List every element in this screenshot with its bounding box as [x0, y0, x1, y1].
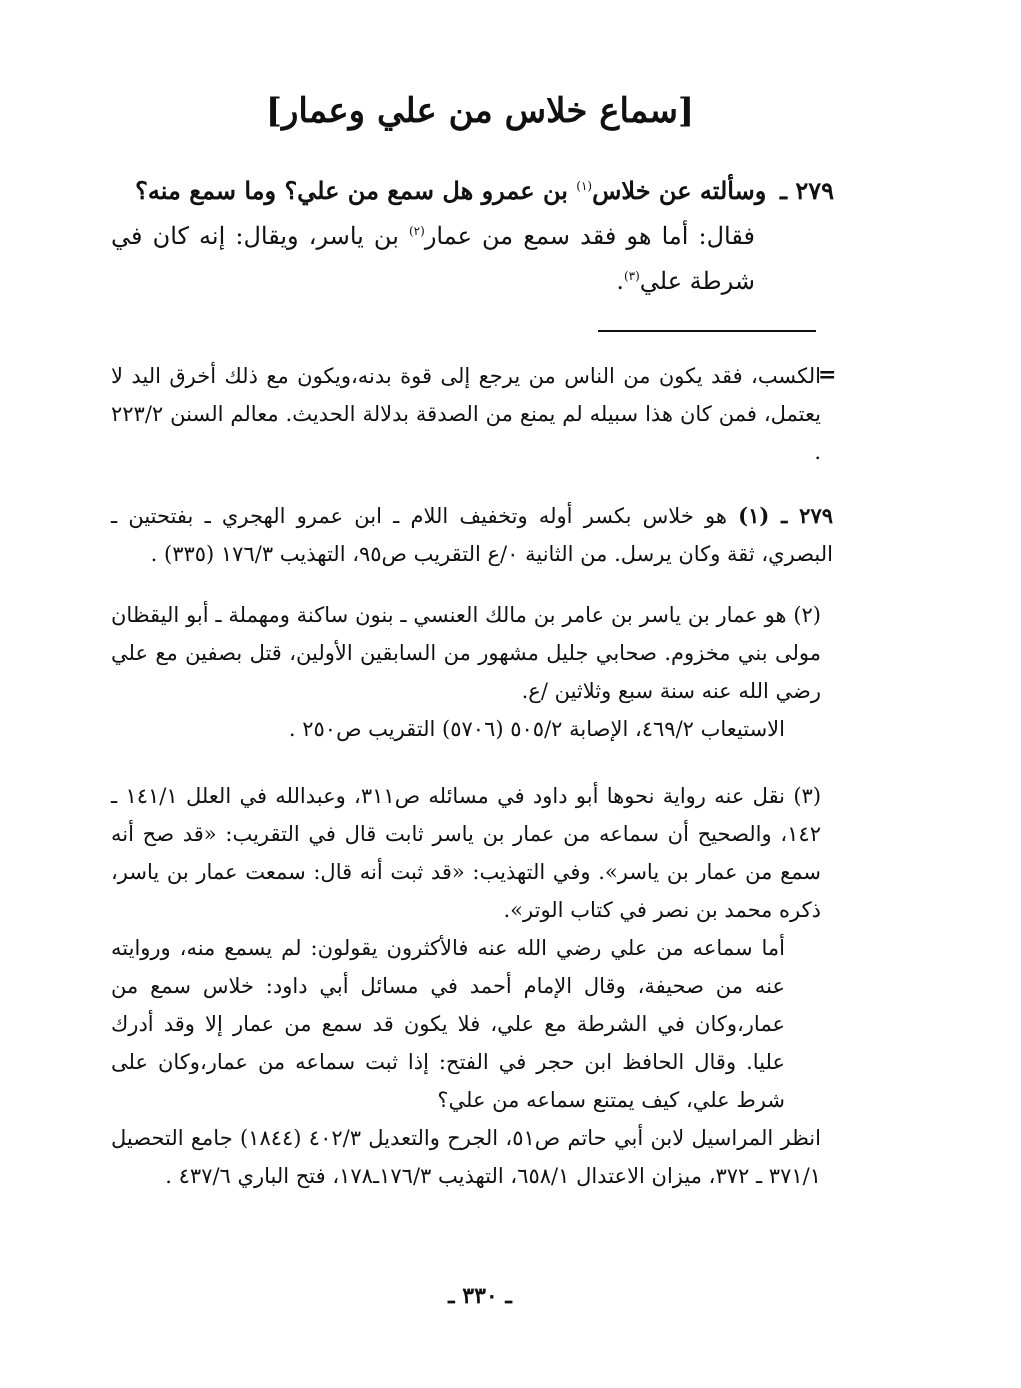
entry-answer-part-b: بن ياسر، ويقال: إنه كان في شرطة علي: [111, 222, 755, 295]
footnote-3-refs: انظر المراسيل لابن أبي حاتم ص٥١، الجرح والتعديل ٤٠٢/٣ (١٨٤٤) جامع التحصيل ٣٧١/١ ـ ٣٧٢، ميزان الاعتدال ٦٥٨/١، التهذيب ١٧٦/٣ـ١٧٨، فتح الباري ٤٣٧/٦ .: [111, 1126, 821, 1188]
footnote-1-number: ٢٧٩ ـ (١): [738, 503, 834, 528]
entry-question-line: [124, 168, 834, 214]
section-title: [سماع خلاس من علي وعمار]: [265, 91, 695, 131]
footnote-2-text: (٢) هو عمار بن ياسر بن عامر بن مالك العنسي ـ بنون ساكنة ومهملة ـ أبو اليقظان مولى بني مخزوم. صحابي جليل مشهور من السابقين الأولين، قتل بصفين مع علي رضي الله عنه سنة سبع وثلاثين /ع.: [111, 603, 821, 703]
footnote-3-para2: أما سماعه من علي رضي الله عنه فالأكثرون يقولون: لم يسمع منه، وروايته عنه من صحيفة، وقال الإمام أحمد في مسائل أبي داود: خلاس سمع من عمار،وكان في الشرطة مع علي، فلا يكون قد سمع من عمار إلا وقد أدرك عليا. وقال الحافظ ابن حجر في الفتح: إذا ثبت سماعه من عمار،وكان على شرط علي، كيف يمتنع سماعه من علي؟: [111, 936, 785, 1112]
footnote-ref-1[interactable]: (١): [576, 179, 593, 193]
footnote-ref-3[interactable]: (٣): [623, 269, 640, 283]
footnote-3: [111, 777, 821, 1195]
footnote-separator: [598, 330, 816, 332]
footnote-2: [111, 596, 821, 748]
entry-question-rest: بن عمرو هل سمع من علي؟ وما سمع منه؟: [135, 176, 577, 205]
footnote-3-text: (٣) نقل عنه رواية نحوها أبو داود في مسائله ص٣١١، وعبدالله في العلل ١٤١/١ ـ ١٤٢، والصحيح أن سماعه من عمار بن ياسر ثابت قال في التقريب: «قد صح أنه سمع من عمار بن ياسر». وفي التهذيب: «قد ثبت أنه قال: سمعت عمار بن ياسر، ذكره محمد بن نصر في كتاب الوتر».: [111, 784, 822, 922]
footnote-1-text: هو خلاس بكسر أوله وتخفيف اللام ـ ابن عمرو الهجري ـ بفتحتين ـ البصري، ثقة وكان يرسل. من الثانية ٠/ع التقريب ص٩٥، التهذيب ١٧٦/٣ (٣٣٥) .: [111, 504, 833, 566]
entry-question: وسألته عن خلاس: [592, 176, 767, 205]
footnote-ref-2[interactable]: (٢): [408, 224, 425, 238]
page-number: ـ ٣٣٠ ـ: [448, 1283, 512, 1309]
footnote-2-refs: الاستيعاب ٤٦٩/٢، الإصابة ٥٠٥/٢ (٥٧٠٦) التقريب ص٢٥٠ .: [288, 717, 785, 741]
main-entry: [111, 168, 834, 304]
continuation-mark: =: [818, 362, 837, 388]
entry-answer-part-a: فقال: أما هو فقد سمع من عمار: [424, 222, 755, 250]
entry-number: ٢٧٩ ـ: [779, 176, 834, 205]
footnote-1: [111, 497, 834, 573]
entry-answer: [111, 214, 821, 304]
entry-answer-end: .: [616, 267, 624, 295]
continuation-text: الكسب، فقد يكون من الناس من يرجع إلى قوة بدنه،ويكون مع ذلك أخرق اليد لا يعتمل، فمن كان هذا سبيله لم يمنع من الصدقة بدلالة الحديث. معالم السنن ٢٢٣/٢ .: [111, 364, 821, 464]
footnote-continuation: [111, 357, 821, 471]
